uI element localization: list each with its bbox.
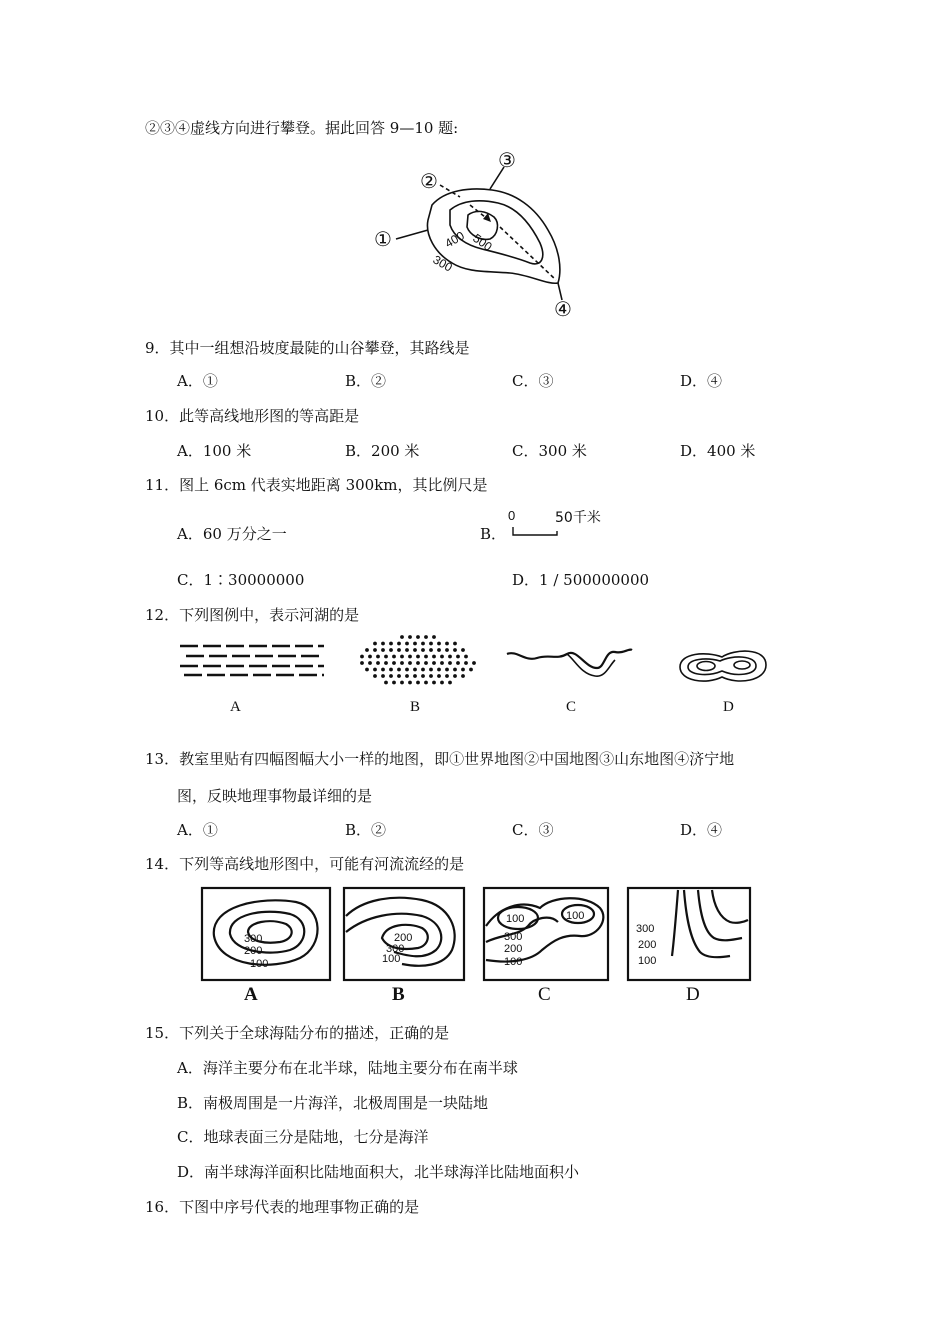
- contour-label: 300: [504, 931, 523, 943]
- intro-text: ②③④虚线方向进行攀登。据此回答 9—10 题:: [145, 119, 459, 137]
- q13-option-b[interactable]: B．②: [345, 821, 387, 839]
- contour-label: 200: [638, 939, 657, 951]
- q15-option-a[interactable]: A．海洋主要分布在北半球，陆地主要分布在南半球: [177, 1059, 518, 1077]
- legend-d-contours: [676, 645, 771, 690]
- question-number: 9．: [145, 339, 170, 357]
- question-12: [145, 604, 359, 625]
- panel-label-c[interactable]: C: [538, 984, 551, 1005]
- contour-label: 100: [566, 910, 585, 922]
- marker-4: ④: [554, 297, 572, 321]
- question-text: 图上 6cm 代表实地距离 300km，其比例尺是: [179, 476, 488, 494]
- legend-c-river: [505, 640, 635, 685]
- q9-option-b[interactable]: B．②: [345, 372, 387, 390]
- contour-label: 100: [638, 955, 657, 967]
- question-text: 教室里贴有四幅图幅大小一样的地图，即①世界地图②中国地图③山东地图④济宁地: [179, 750, 735, 768]
- legend-a-dashes: [178, 640, 328, 680]
- q11-option-c[interactable]: C．1∶30000000: [177, 571, 305, 589]
- question-text: 下列关于全球海陆分布的描述，正确的是: [179, 1024, 450, 1042]
- question-9: [145, 337, 470, 358]
- contour-label: 300: [244, 933, 263, 945]
- scale-end-label: 50千米: [555, 510, 601, 526]
- q13-option-d[interactable]: D．④: [680, 821, 723, 839]
- contour-label-300: 300: [430, 252, 455, 275]
- question-11: [145, 474, 488, 495]
- q9-option-c[interactable]: C．③: [512, 372, 554, 390]
- q11-option-d[interactable]: D．1 / 500000000: [512, 571, 650, 589]
- q11-option-b[interactable]: B．: [480, 525, 507, 543]
- panel-label-b[interactable]: B: [392, 984, 405, 1005]
- question-text: 下列等高线地形图中，可能有河流流经的是: [179, 855, 465, 873]
- q10-option-a[interactable]: A．100 米: [177, 442, 252, 460]
- contour-panel-c[interactable]: [482, 886, 610, 982]
- q10-option-b[interactable]: B．200 米: [345, 442, 420, 460]
- contour-label: 300: [386, 943, 405, 955]
- question-number: 12．: [145, 606, 180, 624]
- question-text: 此等高线地形图的等高距是: [179, 407, 360, 425]
- contour-panel-a[interactable]: [200, 886, 332, 982]
- legend-label-d[interactable]: D: [723, 699, 734, 715]
- question-15: [145, 1022, 449, 1043]
- q10-option-c[interactable]: C．300 米: [512, 442, 587, 460]
- contour-label: 100: [250, 958, 269, 970]
- contour-panel-b[interactable]: [342, 886, 466, 982]
- question-number: 14．: [145, 855, 180, 873]
- contour-label: 200: [244, 945, 263, 957]
- contour-label: 100: [382, 953, 401, 965]
- question-14: [145, 853, 464, 874]
- q13-option-a[interactable]: A．①: [177, 821, 218, 839]
- question-text: 下图中序号代表的地理事物正确的是: [179, 1198, 420, 1216]
- question-number: 16．: [145, 1198, 180, 1216]
- mountain-contour-figure: [370, 145, 590, 325]
- q15-option-b[interactable]: B．南极周围是一片海洋，北极周围是一块陆地: [177, 1094, 489, 1112]
- contour-label: 200: [394, 932, 413, 944]
- contour-label-400: 400: [442, 228, 467, 251]
- marker-3: ③: [498, 148, 516, 172]
- question-13: [145, 748, 734, 769]
- q10-option-d[interactable]: D．400 米: [680, 442, 756, 460]
- legend-label-b[interactable]: B: [410, 699, 421, 715]
- contour-label: 300: [636, 923, 655, 935]
- contour-panel-d[interactable]: [626, 886, 752, 982]
- marker-2: ②: [420, 169, 438, 193]
- question-number: 13．: [145, 750, 180, 768]
- contour-label: 100: [506, 913, 525, 925]
- question-number: 11．: [145, 476, 180, 494]
- q11-option-a[interactable]: A．60 万分之一: [177, 525, 287, 543]
- marker-1: ①: [374, 227, 392, 251]
- contour-label: 200: [504, 943, 523, 955]
- legend-label-a[interactable]: A: [230, 699, 241, 715]
- q9-option-d[interactable]: D．④: [680, 372, 723, 390]
- question-13-continuation: 图，反映地理事物最详细的是: [177, 787, 373, 805]
- question-text: 下列图例中，表示河湖的是: [179, 606, 360, 624]
- q9-option-a[interactable]: A．①: [177, 372, 218, 390]
- question-text: 其中一组想沿坡度最陡的山谷攀登，其路线是: [169, 339, 470, 357]
- question-number: 10．: [145, 407, 180, 425]
- question-16: [145, 1196, 419, 1217]
- contour-label: 100: [504, 956, 523, 968]
- scale-bar: [505, 505, 615, 539]
- panel-label-a[interactable]: A: [244, 984, 258, 1005]
- q15-option-c[interactable]: C．地球表面三分是陆地，七分是海洋: [177, 1128, 429, 1146]
- question-10: [145, 405, 359, 426]
- contour-label-500: 500: [470, 230, 495, 254]
- question-number: 15．: [145, 1024, 180, 1042]
- legend-label-c[interactable]: C: [566, 699, 577, 715]
- legend-b-dots: [355, 632, 480, 692]
- q13-option-c[interactable]: C．③: [512, 821, 554, 839]
- panel-label-d[interactable]: D: [686, 984, 700, 1005]
- q15-option-d[interactable]: D．南半球海洋面积比陆地面积大，北半球海洋比陆地面积小: [177, 1163, 580, 1181]
- scale-start-label: 0: [508, 508, 516, 523]
